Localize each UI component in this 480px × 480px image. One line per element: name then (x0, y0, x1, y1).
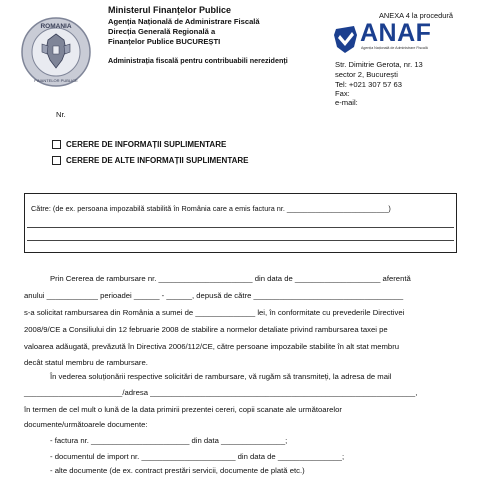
checkbox-additional-info[interactable] (52, 140, 61, 149)
checkbox-other-info-label: CERERE DE ALTE INFORMAȚII SUPLIMENTARE (66, 156, 249, 165)
telephone: Tel: +021 307 57 63 (335, 80, 402, 89)
body-line-11: - factura nr. _______________________ din data _______________; (50, 436, 288, 445)
addressee-line-1[interactable] (27, 227, 454, 228)
svg-text:ROMANIA: ROMANIA (40, 23, 72, 30)
body-line-3: s-a solicitat rambursarea din România a sumei de ______________ lei, în conformitate cu prevederile Directivei (24, 308, 405, 317)
body-line-6: decât statul membru de rambursare. (24, 358, 148, 367)
ministry-name: Ministerul Finanțelor Publice (108, 5, 232, 15)
anaf-logo-subtitle: Agenția Națională de Administrare Fiscală (361, 46, 428, 50)
body-line-1: Prin Cererea de rambursare nr. ______________________ din data de ____________________ aferentă (50, 274, 411, 283)
annex-label: ANEXA 4 la procedură (379, 11, 453, 20)
svg-text:FINANTELOR PUBLICE: FINANTELOR PUBLICE (34, 78, 78, 83)
directorate-line-1: Direcția Generală Regională a (108, 27, 216, 36)
anaf-logo-text: ANAF (360, 19, 432, 47)
directorate-line-2: Finanțelor Publice BUCUREȘTI (108, 37, 221, 46)
body-line-10: documente/următoarele documente: (24, 420, 148, 429)
body-line-9: în termen de cel mult o lună de la data primirii prezentei cereri, copii scanate ale următoarelor (24, 405, 342, 414)
fax: Fax: (335, 89, 350, 98)
department-name: Administrația fiscală pentru contribuabili nerezidenți (108, 56, 288, 65)
body-line-12: - documentul de import nr. ______________________ din data de _______________; (50, 452, 345, 461)
romania-seal (20, 16, 92, 88)
addressee-box (24, 193, 457, 253)
address-line-1: Str. Dimitrie Gerota, nr. 13 (335, 60, 423, 69)
addressee-line-2[interactable] (27, 240, 454, 241)
address-line-2: sector 2, București (335, 70, 398, 79)
agency-name: Agenția Națională de Administrare Fiscală (108, 17, 260, 26)
body-line-7: În vederea soluționării respective solicitări de rambursare, vă rugăm să transmiteți, la adresa de mail (50, 372, 392, 381)
addressee-label: Către: (de ex. persoana impozabilă stabilită în România care a emis factura nr. _________________________) (31, 204, 391, 213)
body-line-13: - alte documente (de ex. contract prestări servicii, documente de plată etc.) (50, 466, 305, 475)
body-line-2: anului ____________ perioadei ______ - ______, depusă de către ___________________________________ (24, 291, 404, 300)
email: e-mail: (335, 98, 358, 107)
body-line-5: valoarea adăugată, prevăzută în Directiva 2006/112/CE, către persoane impozabile stabilite în alt stat membru (24, 342, 400, 351)
body-line-8: _______________________/adresa ______________________________________________________________, (24, 388, 418, 397)
nr-label: Nr. (56, 110, 66, 119)
checkbox-additional-info-label: CERERE DE INFORMAȚII SUPLIMENTARE (66, 140, 227, 149)
body-line-4: 2008/9/CE a Consiliului din 12 februarie 2008 de stabilire a normelor detaliate privind rambursarea taxei pe (24, 325, 388, 334)
checkbox-other-info[interactable] (52, 156, 61, 165)
